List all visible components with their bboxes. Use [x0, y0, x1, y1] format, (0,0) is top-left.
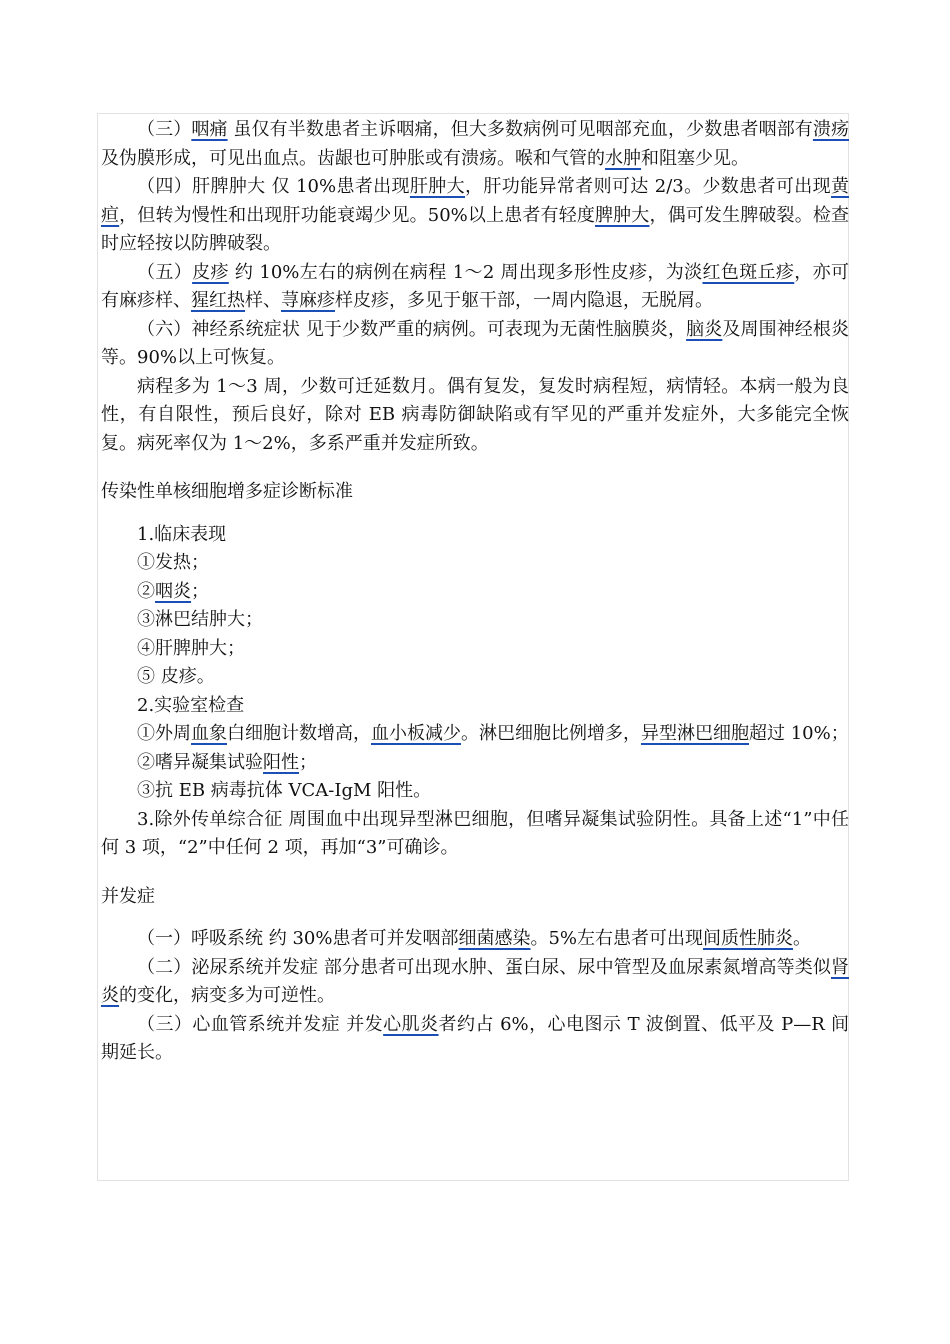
- lab-title: 2.实验室检查: [137, 694, 245, 716]
- text: ，亦可有麻疹样、: [101, 261, 850, 311]
- text: 。5%左右患者可出现: [530, 928, 704, 949]
- text: （六）神经系统症状 见于少数严重的病例。可表现为无菌性脑膜炎，: [137, 318, 687, 340]
- link-naoyan[interactable]: 脑炎: [686, 318, 723, 340]
- paragraph-respiratory: [101, 925, 849, 954]
- exclusion-criteria: 3.除外传单综合征 周围血中出现异型淋巴细胞，但嗜异凝集试验阴性。具备上述“1”中任何 3 项，“2”中任何 2 项，再加“3”可确诊。: [101, 808, 849, 858]
- text: ；: [299, 751, 317, 773]
- link-kuiyang[interactable]: 溃疡: [812, 119, 850, 140]
- link-yixing-linba-xibao[interactable]: 异型淋巴细胞: [641, 723, 749, 744]
- link-yangxing[interactable]: 阳性: [263, 751, 299, 773]
- text: （二）泌尿系统并发症 部分患者可出现水肿、蛋白尿、尿中管型及血尿素氮增高等类似: [137, 956, 831, 978]
- link-pizhen[interactable]: 皮疹: [192, 261, 229, 283]
- text: 虽仅有半数患者主诉咽痛，但大多数病例可见咽部充血，少数患者咽部有: [227, 119, 813, 140]
- text: 约 10%左右的病例在病程 1～2 周出现多形性皮疹，为淡: [228, 261, 703, 283]
- paragraph-hepatosplenomegaly: [101, 173, 849, 259]
- paragraph-rash: [101, 259, 849, 316]
- text: ②: [137, 580, 155, 602]
- complications-heading: 并发症: [101, 885, 155, 907]
- link-xuexiaoban-jianshao[interactable]: 血小板减少: [371, 723, 461, 744]
- text: 及周围神经根炎等。90%以上可恢复。: [101, 318, 850, 368]
- link-xinjiyan[interactable]: 心肌炎: [383, 1013, 439, 1035]
- link-xuexiang[interactable]: 血象: [191, 723, 227, 744]
- link-ganzhongda[interactable]: 肝肿大: [409, 176, 466, 197]
- list-item: ③淋巴结肿大；: [137, 609, 263, 630]
- text: ②嗜异凝集试验: [137, 751, 263, 773]
- link-jianzhixing-feiyan[interactable]: 间质性肺炎: [703, 928, 794, 949]
- list-item: ⑤ 皮疹。: [137, 666, 215, 687]
- link-xunmazhen[interactable]: 荨麻疹: [281, 290, 335, 311]
- text: ①外周: [137, 723, 191, 744]
- text: 。淋巴细胞比例增多，: [461, 723, 641, 744]
- clinical-title: 1.临床表现: [137, 523, 227, 545]
- text: （五）: [137, 261, 193, 283]
- paragraph-urinary: [101, 954, 849, 1011]
- link-yantong[interactable]: 咽痛: [191, 119, 228, 140]
- text: 的变化，病变多为可逆性。: [119, 985, 335, 1006]
- text: （四）肝脾肿大 仅 10%患者出现: [137, 176, 410, 197]
- text: ；: [191, 580, 209, 602]
- paragraph-course: 病程多为 1～3 周，少数可迁延数月。偶有复发，复发时病程短，病情轻。本病一般为良性，有自限性，预后良好，除对 EB 病毒防御缺陷或有罕见的严重并发症外，大多能完全恢复。病死率仅为 1～2%，多系严重并发症所致。: [101, 375, 849, 454]
- link-shenyan[interactable]: 肾炎: [101, 956, 849, 1006]
- list-item: ④肝脾肿大；: [137, 637, 245, 659]
- text: ，但转为慢性和出现肝功能衰竭少见。50%以上患者有轻度: [119, 204, 595, 226]
- link-yanyan[interactable]: 咽炎: [155, 580, 191, 602]
- link-xinghongre[interactable]: 猩红热: [191, 290, 245, 311]
- text: 。: [793, 928, 812, 949]
- text: ，偶可发生脾破裂。检查时应轻按以防脾破裂。: [101, 204, 850, 254]
- link-pizhongda[interactable]: 脾肿大: [595, 204, 650, 226]
- text: ，肝功能异常者则可达 2/3。少数患者可出现: [465, 176, 831, 197]
- text: 者约占 6%，心电图示 T 波倒置、低平及 P—R 间期延长。: [101, 1013, 849, 1063]
- text: 及伪膜形成，可见出血点。齿龈也可肿胀或有溃疡。喉和气管的: [101, 147, 605, 169]
- text: 样皮疹，多见于躯干部，一周内隐退，无脱屑。: [335, 290, 713, 311]
- text: 白细胞计数增高，: [227, 723, 371, 744]
- text: （三）: [137, 119, 192, 140]
- paragraph-pharyngitis: [101, 116, 849, 173]
- list-item: [101, 749, 849, 778]
- text: （一）呼吸系统 约 30%患者可并发咽部: [137, 928, 459, 949]
- list-item: ①发热；: [137, 552, 209, 573]
- paragraph-nervous-system: [101, 316, 849, 373]
- document-body: [101, 116, 849, 1068]
- list-item: ③抗 EB 病毒抗体 VCA-IgM 阳性。: [137, 780, 432, 801]
- link-hongse-banqiuzhen[interactable]: 红色斑丘疹: [702, 261, 795, 283]
- text: 和阻塞少见。: [641, 147, 749, 169]
- text: 样、: [245, 290, 281, 311]
- list-item: [101, 720, 849, 749]
- text: 超过 10%；: [749, 723, 849, 744]
- text: （三）心血管系统并发症 并发: [137, 1013, 384, 1035]
- list-item: [101, 578, 849, 607]
- link-shuizhong[interactable]: 水肿: [605, 147, 641, 169]
- paragraph-cardiovascular: [101, 1011, 849, 1068]
- link-huangdan[interactable]: 黄疸: [101, 176, 849, 226]
- diagnosis-heading: 传染性单核细胞增多症诊断标准: [101, 481, 353, 502]
- link-xijun-ganran[interactable]: 细菌感染: [458, 928, 531, 949]
